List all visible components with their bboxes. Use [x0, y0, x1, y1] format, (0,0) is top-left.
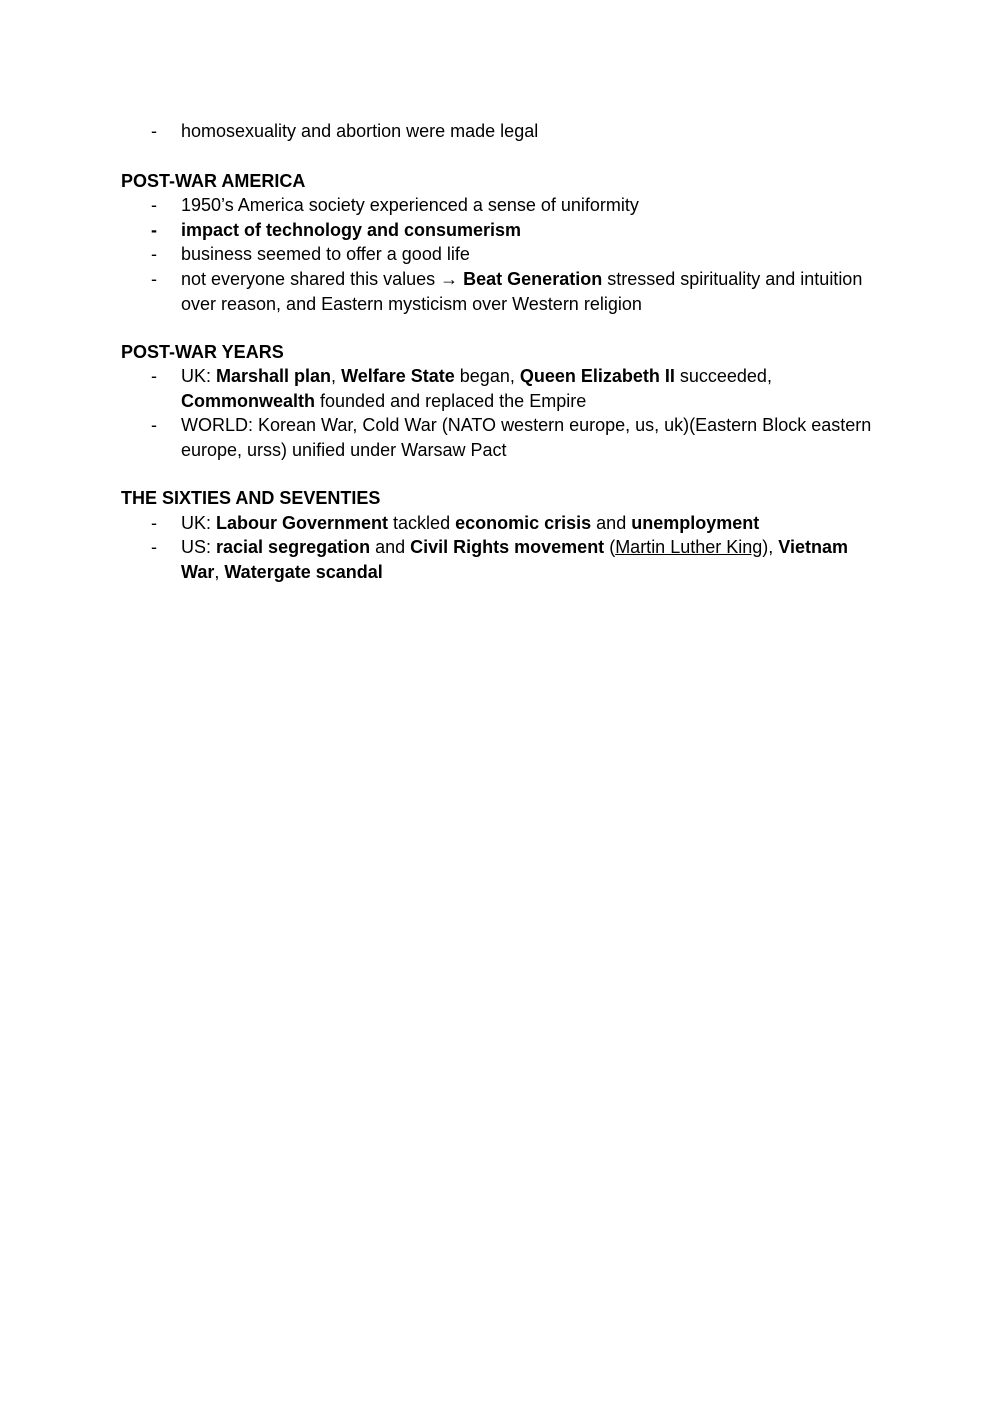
term-unemployment: unemployment [631, 513, 760, 533]
bullet-dash: - [151, 537, 157, 557]
list-item-text: UK: Labour Government tackled economic crisis and unemployment [181, 513, 760, 533]
bullet-dash: - [151, 415, 157, 435]
list-item-text: WORLD: Korean War, Cold War (NATO western europe, us, uk)(Eastern Block eastern europe, urss) unified under Warsaw Pact [181, 415, 872, 460]
term-welfare-state: Welfare State [341, 366, 455, 386]
bullet-dash: - [151, 366, 157, 386]
term-marshall-plan: Marshall plan [216, 366, 332, 386]
list-item-text: US: racial segregation and Civil Rights movement (Martin Luther King), Vietnam War, Watergate scandal [181, 537, 848, 582]
list-item-text: 1950’s America society experienced a sense of uniformity [181, 195, 639, 215]
term-queen-elizabeth: Queen Elizabeth II [519, 366, 675, 386]
section-title-post-war-america: POST-WAR AMERICA [121, 171, 306, 191]
bullet-dash: - [151, 121, 157, 141]
term-martin-luther-king: Martin Luther King [615, 537, 763, 557]
list-item-text: UK: Marshall plan, Welfare State began, Queen Elizabeth II succeeded, Commonwealth founded and replaced the Empire [181, 366, 772, 411]
list-item-text: impact of technology and consumerism [181, 220, 522, 240]
term-labour-government: Labour Government [216, 513, 389, 533]
bullet-dash: - [151, 513, 157, 533]
term-commonwealth: Commonwealth [181, 390, 316, 411]
list-item-text: homosexuality and abortion were made legal [181, 121, 539, 141]
bullet-dash: - [151, 269, 157, 289]
section-title-post-war-years: POST-WAR YEARS [121, 342, 284, 362]
section-title-sixties-seventies: THE SIXTIES AND SEVENTIES [121, 488, 381, 508]
term-racial-segregation: racial segregation [216, 537, 371, 557]
list-item-text: business seemed to offer a good life [181, 244, 470, 264]
bullet-dash: - [151, 244, 157, 264]
term-economic-crisis: economic crisis [455, 513, 592, 533]
term-vietnam-war: Vietnam War [181, 537, 848, 582]
term-civil-rights: Civil Rights movement [410, 537, 605, 557]
list-item-text: not everyone shared this values → Beat Generation stressed spirituality and intuition over reason, and Eastern mysticism over Western religion [181, 269, 863, 314]
term-beat-generation: Beat Generation [463, 269, 603, 289]
term-watergate: Watergate scandal [224, 561, 383, 582]
bullet-dash: - [151, 195, 157, 215]
bullet-dash: - [151, 220, 157, 240]
